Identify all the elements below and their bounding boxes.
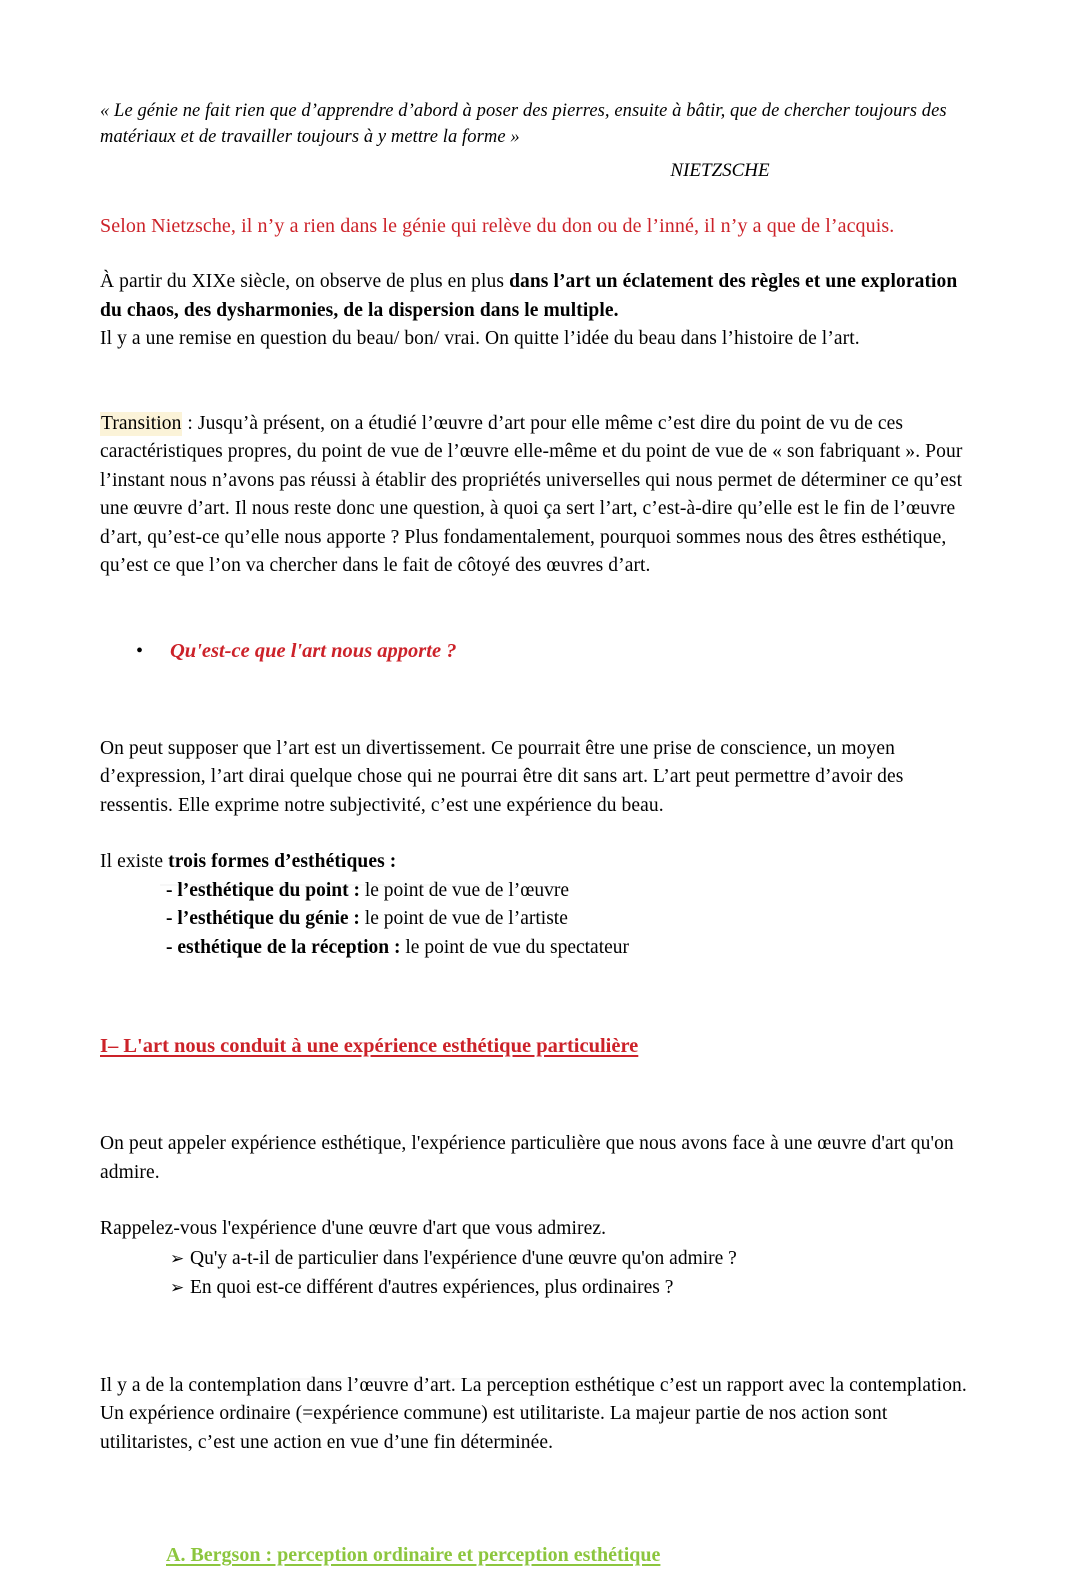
paragraph-experience: On peut appeler expérience esthétique, l'expérience particulière que nous avons face à une œuvre d'art qu'on admire. [100, 1133, 954, 1183]
dash-marker: - [166, 879, 178, 901]
paragraph-transition [100, 410, 980, 581]
paragraph-contemplation-line2: Un expérience ordinaire (=expérience commune) est utilitariste. La majeur partie de nos action sont utilitaristes, c’est une action en vue d’une fin déterminée. [100, 1403, 888, 1453]
rappelez-lead: Rappelez-vous l'expérience d'une œuvre d'art que vous admirez. [100, 1218, 607, 1239]
heading-section-a: A. Bergson : perception ordinaire et perception esthétique [166, 1544, 661, 1566]
dash-item-bold: esthétique de la réception : [177, 936, 401, 958]
dash-list-item [100, 934, 980, 963]
dash-list-item [100, 905, 980, 934]
dash-marker: - [166, 936, 178, 958]
dash-list-item [100, 877, 980, 906]
dash-item-bold: l’esthétique du point : [177, 879, 360, 901]
paragraph-divertissement: On peut supposer que l’art est un divertissement. Ce pourrait être une prise de conscience, un moyen d’expression, l’art dirai quelque chose qui ne pourrai être dit sans art. L’art peut permettre d’avoir des ressentis. Elle exprime notre subjectivité, c’est une expérience du beau. [100, 737, 904, 816]
arrow-bullet-icon: ➢ [170, 1277, 185, 1297]
arrow-item-text: En quoi est-ce différent d'autres expériences, plus ordinaires ? [190, 1276, 674, 1298]
paragraph-xixe-bold: dans l’art un éclatement des règles et une exploration du chaos, des dysharmonies, de la dispersion dans le multiple. [100, 271, 958, 321]
heading-section-a-wrap [100, 1541, 980, 1569]
trois-formes-bold: trois formes d’esthétiques : [168, 851, 397, 872]
red-statement: Selon Nietzsche, il n’y a rien dans le génie qui relève du don ou de l’inné, il n’y a que de l’acquis. [100, 215, 895, 237]
bullet-dot-icon: • [136, 639, 144, 662]
paragraph-xixe-second: Il y a une remise en question du beau/ bon/ vrai. On quitte l’idée du beau dans l’histoire de l’art. [100, 328, 860, 349]
dash-item-rest: le point de vue de l’œuvre [359, 879, 569, 901]
dash-item-rest: le point de vue du spectateur [400, 936, 630, 958]
arrow-list-item [100, 1244, 980, 1273]
dash-marker: - [166, 908, 178, 929]
nietzsche-quote: « Le génie ne fait rien que d’apprendre d’abord à poser des pierres, ensuite à bâtir, que de chercher toujours des matériaux et de travailler toujours à y mettre la forme » [100, 101, 947, 147]
paragraph-xixe [100, 268, 980, 325]
heading-part-one: I– L'art nous conduit à une expérience esthétique particulière [100, 1035, 639, 1057]
paragraph-contemplation-line1: Il y a de la contemplation dans l’œuvre d’art. La perception esthétique c’est un rapport avec la contemplation. [100, 1374, 967, 1396]
transition-body: : Jusqu’à présent, on a étudié l’œuvre d’art pour elle même c’est dire du point de vu de ces caractéristiques propres, du point de vue de l’œuvre elle-même et du point de vue de « son fabriquant ». Pour l’instant nous n’avons pas réussi à établir des propriétés universelles qui nous permet de déterminer ce qu’est une œuvre d’art. Il nous reste donc une question, à quoi ça sert l’art, c’est-à-dire qu’elle est le fin de l’œuvre d’art, qu’est-ce qu’elle nous apporte ? Plus fondamentalement, pourquoi sommes nous des êtres esthétique, qu’est ce que l’on va chercher dans le fait de côtoyé des œuvres d’art. [100, 412, 963, 576]
question-bullet-row [100, 637, 980, 665]
paragraph-xixe-lead: À partir du XIXe siècle, on observe de plus en plus [100, 271, 510, 292]
quote-attribution: NIETZSCHE [670, 160, 770, 181]
question-bullet-text: Qu'est-ce que l'art nous apporte ? [170, 639, 457, 662]
trois-formes-lead-text: Il existe [100, 851, 169, 872]
arrow-item-text: Qu'y a-t-il de particulier dans l'expérience d'une œuvre qu'on admire ? [190, 1247, 737, 1269]
transition-highlight-label: Transition [101, 412, 182, 434]
arrow-list-item [100, 1273, 980, 1302]
arrow-bullet-icon: ➢ [170, 1248, 185, 1268]
document-body [100, 98, 980, 1569]
dash-item-bold: l’esthétique du génie : [177, 908, 360, 929]
dash-item-rest: le point de vue de l’artiste [359, 908, 568, 929]
trois-formes-lead [100, 848, 980, 877]
heading-part-one-wrap [100, 1032, 980, 1060]
